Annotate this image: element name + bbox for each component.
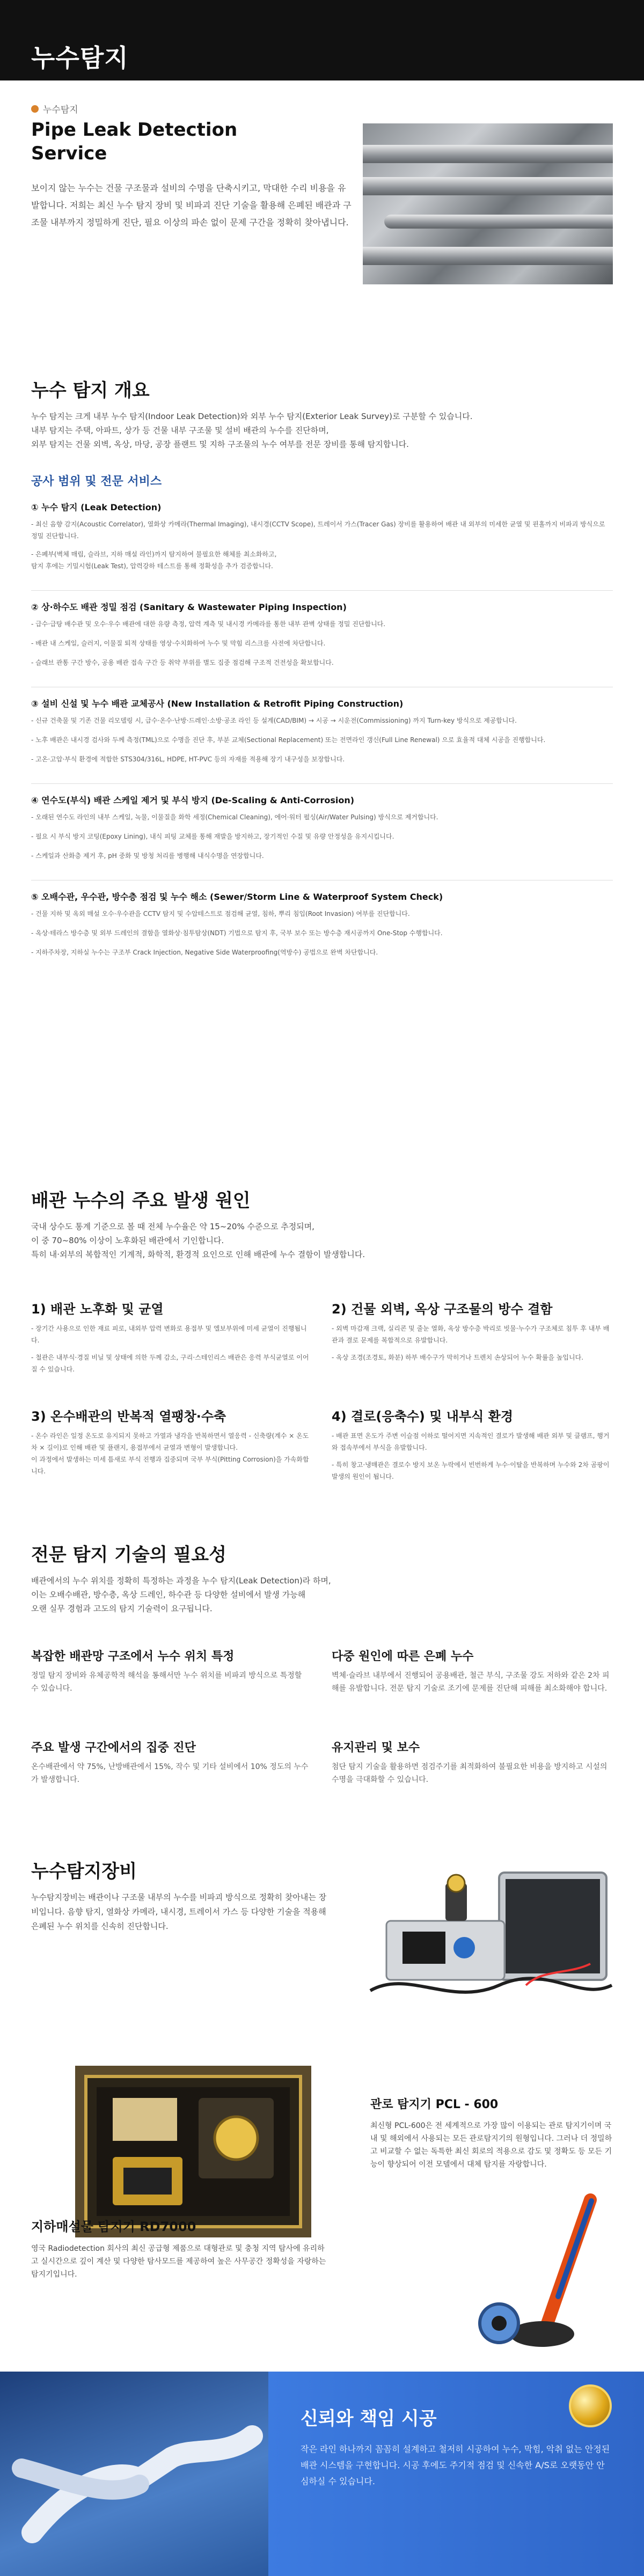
cause-line: - 철관은 내부식·경질 비닐 및 상태에 의한 두께 감소, 구리·스테인리스 배관은 응력 부식균열로 이어질 수 있습니다. [31, 1354, 309, 1373]
handshake-image [0, 2372, 268, 2576]
scope-item-line: - 은폐부(벽체 매립, 슬라브, 지하 매설 라인)까지 탐지하여 불필요한 해체를 최소화하고, [31, 551, 277, 558]
need-line-1: 배관에서의 누수 위치를 정확히 특정하는 과정을 누수 탐지(Leak Detection)라 하며, [31, 1576, 331, 1586]
pipe-photo [363, 123, 613, 284]
hero-title: Pipe Leak Detection Service [31, 119, 238, 164]
equipment-title: 누수탐지장비 [31, 1861, 137, 1882]
scope-item-heading: ③ 설비 신설 및 누수 배관 교체공사 (New Installation & Retrofit Piping Construction) [31, 699, 404, 709]
cause-card-1 [31, 1298, 310, 1375]
scope-item-line: - 신규 건축물 및 기존 건물 리모델링 시, 급수·온수·난방·드레인·소방·공조 라인 등 설계(CAD/BIM) → 시공 → 시운전(Commissioning) 까지 Turn-key 방식으로 제공합니다. [31, 717, 517, 724]
need-section [31, 1540, 613, 1616]
need-heading: 복잡한 배관망 구조에서 누수 위치 특정 [31, 1650, 235, 1663]
scope-item-line: - 배관 내 스케일, 슬러지, 이물질 퇴적 상태를 영상·수치화하여 누수 및 막힘 리스크를 사전에 차단합니다. [31, 640, 326, 647]
pcl-600-image [75, 2066, 311, 2237]
rd7000-desc: 영국 Radiodetection 회사의 최신 공급형 제품으로 대형관로 및 충청 지역 탐사에 유리하고 실시간으로 깊이 계산 및 다양한 탐사모드를 제공하여 높은 사무공간 정확성을 자랑하는 탐지기입니다. [31, 2244, 326, 2279]
equipment-desc: 누수탐지장비는 배관이나 구조물 내부의 누수를 비파괴 방식으로 정확히 찾아내는 장비입니다. 음향 탐지, 열화상 카메라, 내시경, 트레이서 가스 등 다양한 기술을 적용해 은폐된 누수 위치를 신속히 진단합니다. [31, 1892, 327, 1931]
divider [31, 590, 613, 591]
scope-item-line: - 노후 배관은 내시경 검사와 두께 측정(TML)으로 수명을 진단 후, 부분 교체(Sectional Replacement) 또는 전면라인 갱신(Full Line Renewal) 으로 효율적 대체 시공을 진행합니다. [31, 736, 546, 744]
scope-section [31, 472, 613, 958]
causes-grid [31, 1298, 613, 1524]
scope-item-heading: ⑤ 오배수관, 우수관, 방수층 점검 및 누수 해소 (Sewer/Storm Line & Waterproof System Check) [31, 892, 443, 902]
cause-line: - 옥상 조경(조경토, 화분) 하부 배수구가 막히거나 트렌치 손상되어 누수 확률을 높입니다. [332, 1354, 584, 1361]
need-text: 온수배관에서 약 75%, 난방배관에서 15%, 작수 및 기타 설비에서 10% 정도의 누수가 발생합니다. [31, 1763, 309, 1784]
need-card-1 [31, 1647, 310, 1695]
rd7000-title: 지하매설물 탐지기 RD7000 [31, 2219, 196, 2234]
leak-detector-kit-image [365, 1862, 617, 2012]
cause-line: - 장기간 사용으로 인한 재료 피로, 내외부 압력 변화로 용접부 및 엘보부위에 미세 균열이 진행됩니다. [31, 1325, 307, 1344]
overview-line-3: 외부 탐지는 건물 외벽, 옥상, 마당, 공장 플랜트 및 지하 구조물의 누수 여부를 전문 장비를 통해 탐지합니다. [31, 439, 409, 449]
need-text: 벽체·슬라브 내부에서 진행되어 공용배관, 철근 부식, 구조물 강도 저하와 같은 2차 피해를 유발합니다. 전문 탐지 기술로 조기에 문제를 진단해 피해를 최소화해야 합니다. [332, 1671, 610, 1693]
need-card-4 [332, 1738, 611, 1786]
need-card-2 [332, 1647, 611, 1695]
pcl-section [370, 2095, 617, 2171]
need-heading: 주요 발생 구간에서의 집중 진단 [31, 1741, 196, 1755]
scope-item-line: - 급수·급탕 배수관 및 오수·우수 배관에 대한 유량 측정, 압력 계측 및 내시경 카메라를 통한 내부 관벽 상태를 정밀 진단합니다. [31, 620, 386, 628]
need-title: 전문 탐지 기술의 필요성 [31, 1544, 226, 1566]
scope-item-line: - 지하주차장, 지하실 누수는 구조부 Crack Injection, Negative Side Waterproofing(역방수) 공법으로 완벽 차단합니다. [31, 949, 378, 956]
need-grid [31, 1647, 613, 1819]
top-banner [0, 0, 644, 80]
scope-item-line: - 옥상·테라스 방수층 및 외부 드레인의 결함을 열화상·침투탐상(NDT) 기법으로 탐지 후, 국부 보수 또는 방수층 재시공까지 One-Stop 수행합니다. [31, 929, 443, 937]
scope-item-4 [31, 794, 613, 880]
need-heading: 유지관리 및 보수 [332, 1741, 420, 1755]
page-title: 누수탐지 [31, 43, 129, 72]
causes-line-1: 국내 상수도 통계 기준으로 볼 때 전체 누수율은 약 15~20% 수준으로 추정되며, [31, 1222, 314, 1231]
medal-icon [569, 2384, 612, 2427]
cause-line: - 특히 창고·냉매관은 결로수 방지 보온 누락에서 빈번하게 누수·이탈을 반복하며 누수와 2차 곰팡이 발생의 원인이 됩니다. [332, 1461, 610, 1480]
causes-title: 배관 누수의 주요 발생 원인 [31, 1190, 251, 1212]
need-heading: 다중 원인에 따른 은폐 누수 [332, 1650, 474, 1663]
scope-item-line: - 건물 지하 및 옥외 매설 오수·우수관을 CCTV 탐지 및 수압테스트로 점검해 균열, 침하, 뿌리 침입(Root Invasion) 여부를 진단합니다. [31, 910, 410, 918]
scope-item-line: - 오래된 연수도 라인의 내부 스케일, 녹물, 이물질을 화학 세정(Chemical Cleaning), 에어·워터 펄싱(Air/Water Pulsing) 방식으로 제거합니다. [31, 813, 438, 821]
scope-title: 공사 범위 및 전문 서비스 [31, 475, 162, 488]
scope-item-heading: ② 상·하수도 배관 정밀 점검 (Sanitary & Wastewater Piping Inspection) [31, 602, 347, 612]
cause-card-3 [31, 1406, 310, 1477]
need-text: 첨단 탐지 기술을 활용하면 점검주기를 최적화하여 불필요한 비용을 방지하고 시설의 수명을 극대화할 수 있습니다. [332, 1763, 608, 1784]
causes-line-3: 특히 내·외부의 복합적인 기계적, 화학적, 환경적 요인으로 인해 배관에 누수 결함이 발생합니다. [31, 1250, 365, 1259]
need-line-2: 이는 오배수배관, 방수층, 옥상 드레인, 하수관 등 다양한 설비에서 발생 가능해 [31, 1590, 306, 1599]
overview-title: 누수 탐지 개요 [31, 380, 150, 401]
need-line-3: 오랜 실무 경험과 고도의 탐지 기술력이 요구됩니다. [31, 1604, 213, 1613]
cause-line: 이 과정에서 발생하는 미세 틈새로 부식 진행과 집중되며 국부 부식(Pitting Corrosion)을 가속화합니다. [31, 1456, 309, 1475]
overview-line-1: 누수 탐지는 크게 내부 누수 탐지(Indoor Leak Detection)와 외부 누수 탐지(Exterior Leak Survey)로 구분할 수 있습니다. [31, 412, 473, 421]
trust-section [0, 2372, 644, 2576]
cause-line: - 배관 표면 온도가 주변 이슬점 이하로 떨어지면 지속적인 결로가 발생해 배관 외부 및 클램프, 행거와 접속부에서 부식을 유발합니다. [332, 1432, 610, 1451]
cause-heading: 1) 배관 노후화 및 균열 [31, 1302, 164, 1317]
cause-line: - 온수 라인은 일정 온도로 유지되지 못하고 가열과 냉각을 반복하면서 열응력 - 신축량(계수 × 온도차 × 길이)로 인해 배관 및 플랜지, 용접부에서 균열과 변형이 발생합니다. [31, 1432, 309, 1451]
divider [31, 783, 613, 784]
cause-card-2 [332, 1298, 611, 1363]
need-text: 정밀 탐지 장비와 유체공학적 해석을 통해서만 누수 위치를 비파괴 방식으로 특정할 수 있습니다. [31, 1671, 302, 1693]
rd7000-section [31, 2216, 332, 2281]
cause-heading: 2) 건물 외벽, 옥상 구조물의 방수 결함 [332, 1302, 553, 1317]
hero-tag-label: 누수탐지 [43, 105, 78, 115]
cause-heading: 3) 온수배관의 반복적 열팽창·수축 [31, 1409, 226, 1424]
scope-item-5 [31, 890, 613, 958]
scope-item-1 [31, 501, 613, 591]
rd7000-image [467, 2189, 617, 2361]
hero-description: 보이지 않는 누수는 건물 구조물과 설비의 수명을 단축시키고, 막대한 수리 비용을 유발합니다. 저희는 최신 누수 탐지 장비 및 비파괴 진단 기술을 활용해 은폐된 배관과 구조물 내부까지 정밀하게 진단, 필요 이상의 파손 없이 문제 구간을 정확히 찾아냅니다. [31, 183, 352, 227]
scope-item-2 [31, 600, 613, 687]
cause-card-4 [332, 1406, 611, 1483]
scope-item-line: 탐지 후에는 기밀시험(Leak Test), 압력강하 테스트를 통해 정확성을 추가 검증합니다. [31, 562, 273, 570]
cause-line: - 외벽 마감재 크랙, 실리콘 및 줄눈 열화, 옥상 방수층 박리로 빗물·누수가 구조체로 침투 후 내부 배관과 결로 문제를 복합적으로 유발합니다. [332, 1325, 610, 1344]
trust-title: 신뢰와 책임 시공 [301, 2408, 437, 2430]
overview-line-2: 내부 탐지는 주택, 아파트, 상가 등 건물 내부 구조물 및 설비 배관의 누수를 진단하며, [31, 425, 329, 435]
hero-section [0, 80, 644, 300]
hero-tag [31, 102, 78, 115]
scope-item-line: - 고온·고압·부식 환경에 적합한 STS304/316L, HDPE, HT-PVC 등의 자재를 적용해 장기 내구성을 보장합니다. [31, 755, 345, 763]
scope-item-line: - 슬래브 관통 구간 방수, 공용 배관 접속 구간 등 취약 부위를 별도 집중 점검해 구조적 건전성을 확보합니다. [31, 659, 334, 666]
scope-item-heading: ④ 연수도(부식) 배관 스케일 제거 및 부식 방지 (De-Scaling & Anti-Corrosion) [31, 795, 355, 805]
causes-line-2: 이 중 70~80% 이상이 노후화된 배관에서 기인합니다. [31, 1236, 224, 1245]
cause-heading: 4) 결로(응축수) 및 내부식 환경 [332, 1409, 514, 1424]
scope-item-line: - 스케일과 산화층 제거 후, pH 중화 및 방청 처리를 병행해 내식수명을 연장합니다. [31, 852, 264, 860]
equipment-section [31, 1856, 332, 1934]
tag-dot-icon [31, 105, 39, 113]
scope-item-heading: ① 누수 탐지 (Leak Detection) [31, 502, 162, 512]
pcl-desc: 최신형 PCL-600은 전 세계적으로 가장 많이 이용되는 관로 탐지기이며 국내 및 해외에서 사용되는 모든 관로탐지기의 원형입니다. 그러나 더 정밀하고 비교할 수 없는 독특한 최신 회로의 적용으로 감도 및 정확도 등 모든 기능이 향상되어 이전 모델에서 대체 탐지를 자랑합니다. [370, 2122, 612, 2169]
pcl-title: 관로 탐지기 PCL - 600 [370, 2098, 499, 2111]
need-card-3 [31, 1738, 310, 1786]
causes-section [31, 1186, 613, 1261]
scope-item-line: - 필요 시 부식 방지 코팅(Epoxy Lining), 내식 피팅 교체를 통해 재발을 방지하고, 장기적인 수질 및 유량 안정성을 유지시킵니다. [31, 833, 394, 840]
scope-item-line: - 최신 음향 감지(Acoustic Correlator), 열화상 카메라(Thermal Imaging), 내시경(CCTV Scope), 트레이서 가스(Tracer Gas) 장비를 활용하여 배관 내 외부의 미세한 균열 및 핀홀까지 비파괴 방식으로 정밀 진단합니다. [31, 520, 605, 540]
overview-section [31, 376, 613, 451]
scope-item-3 [31, 697, 613, 784]
trust-desc: 작은 라인 하나까지 꼼꼼히 설계하고 철저히 시공하여 누수, 막힘, 악취 없는 안정된 배관 시스템을 구현합니다. 시공 후에도 주기적 점검 및 신속한 A/S로 오랫동안 안심하실 수 있습니다. [301, 2444, 610, 2486]
